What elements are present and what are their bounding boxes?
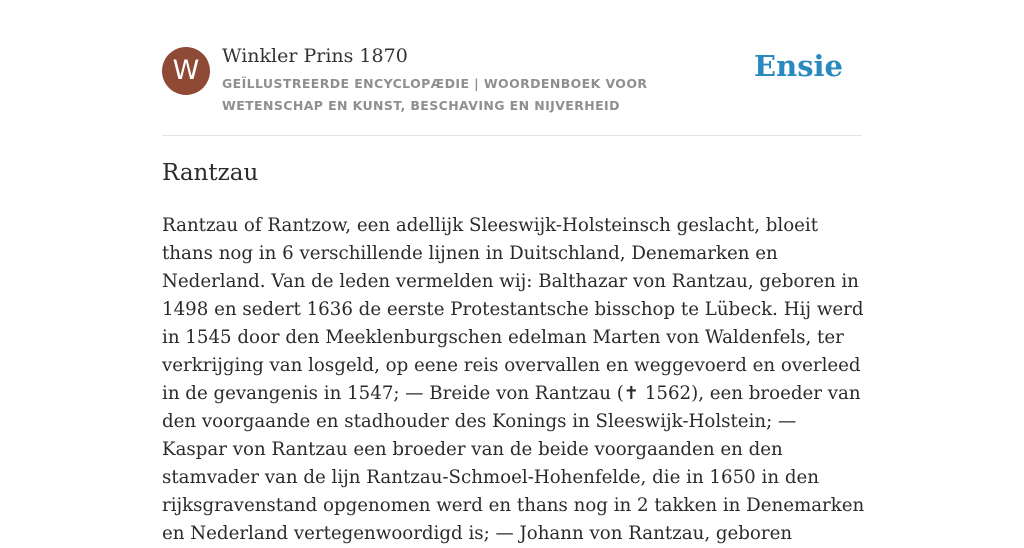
ensie-logo-link[interactable]: Ensie [754, 49, 843, 83]
source-header [162, 45, 862, 136]
article-body: Rantzau of Rantzow, een adellijk Sleeswijk-Holsteinsch geslacht, bloeit thans nog in 6 verschillende lijnen in Duitschland, Denemarken en Nederland. Van de leden vermelden wij: Balthazar von Rantzau, geboren in 1498 en sedert 1636 de eerste Protestantsche bisschop te Lübeck. Hij werd in 1545 door den Meeklenburgschen edelman Marten von Waldenfels, ter verkrijging van losgeld, op eene reis overvallen en weggevoerd en overleed in de gevangenis in 1547; — Breide von Rantzau (✝ 1562), een broeder van den voorgaande en stadhouder des Konings in Sleeswijk-Holstein; — Kaspar von Rantzau een broeder van de beide voorgaanden en den stamvader van de lijn Rantzau-Schmoel-Hohenfelde, die in 1650 in den rijksgravenstand opgenomen werd en thans nog in 2 takken in Denemarken en Nederland vertegenwoordigd is; — Johann von Rantzau, geboren [162, 215, 865, 544]
source-subtitle: GEÏLLUSTREERDE ENCYCLOPÆDIE | WOORDENBOEK VOOR WETENSCHAP EN KUNST, BESCHAVING EN NIJVERHEID [222, 76, 648, 113]
article-title: Rantzau [162, 160, 259, 186]
source-title[interactable]: Winkler Prins 1870 [222, 45, 408, 67]
source-avatar: W [162, 47, 210, 95]
